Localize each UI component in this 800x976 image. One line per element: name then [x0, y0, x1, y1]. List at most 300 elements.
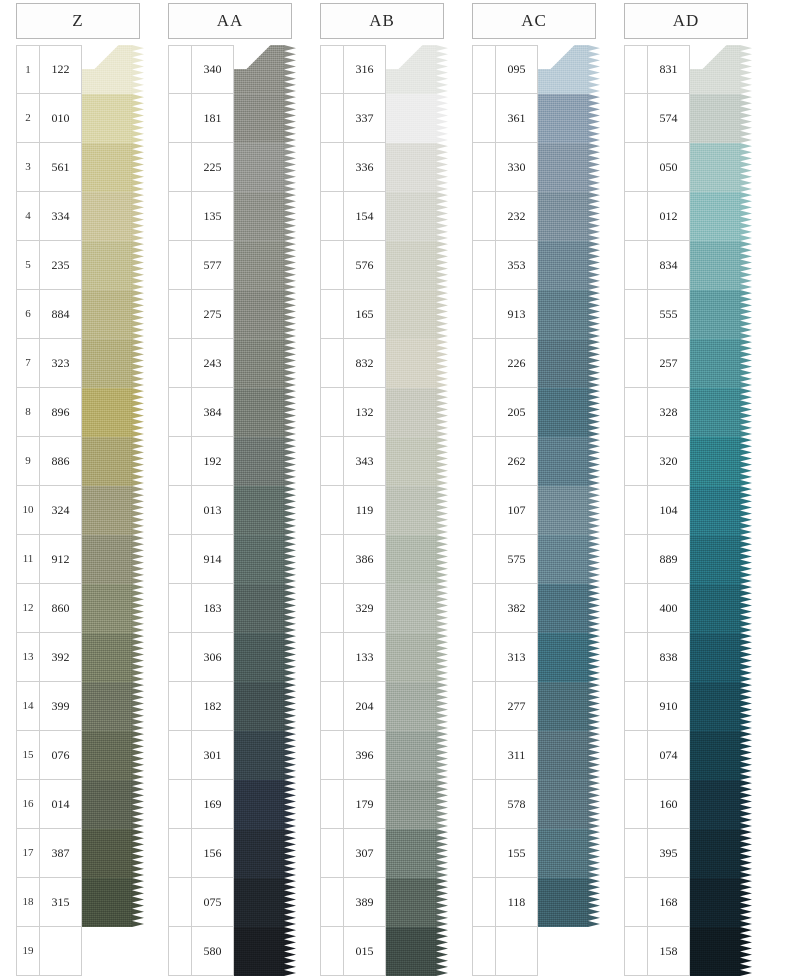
colour-code: 122 — [40, 45, 82, 94]
colour-code: 387 — [40, 829, 82, 878]
colour-code: 577 — [192, 241, 234, 290]
colour-row — [616, 290, 756, 339]
colour-row — [8, 388, 148, 437]
colour-code: 095 — [496, 45, 538, 94]
colour-code: 399 — [40, 682, 82, 731]
swatch-pinked-edge-icon — [588, 192, 600, 241]
swatch-pinked-edge-icon — [588, 437, 600, 486]
colour-swatch — [386, 633, 448, 682]
swatch-pinked-edge-icon — [740, 584, 752, 633]
swatch-pinked-edge-icon — [740, 45, 752, 94]
swatch-pinked-edge-icon — [588, 339, 600, 388]
row-index — [472, 45, 496, 94]
colour-row — [616, 633, 756, 682]
colour-row — [464, 927, 604, 976]
swatch-fill — [386, 143, 436, 192]
colour-row — [464, 682, 604, 731]
swatch-fill — [234, 339, 284, 388]
row-index — [320, 437, 344, 486]
row-index: 15 — [16, 731, 40, 780]
colour-swatch — [234, 731, 296, 780]
swatch-fill — [538, 437, 588, 486]
colour-row — [616, 486, 756, 535]
swatch-fill — [690, 290, 740, 339]
colour-row — [8, 633, 148, 682]
row-index: 19 — [16, 927, 40, 976]
colour-swatch — [82, 584, 144, 633]
swatch-fill — [234, 584, 284, 633]
swatch-pinked-edge-icon — [588, 584, 600, 633]
colour-code: 232 — [496, 192, 538, 241]
colour-code: 382 — [496, 584, 538, 633]
colour-swatch — [538, 780, 600, 829]
colour-swatch — [386, 45, 448, 94]
colour-code: 156 — [192, 829, 234, 878]
colour-row — [616, 682, 756, 731]
colour-row — [160, 45, 300, 94]
swatch-fill — [234, 829, 284, 878]
colour-row — [8, 486, 148, 535]
colour-code: 886 — [40, 437, 82, 486]
row-index — [168, 143, 192, 192]
colour-code: 160 — [648, 780, 690, 829]
colour-code: 555 — [648, 290, 690, 339]
colour-code: 323 — [40, 339, 82, 388]
swatch-fill — [386, 878, 436, 927]
colour-code: 155 — [496, 829, 538, 878]
row-index — [168, 290, 192, 339]
colour-swatch — [234, 682, 296, 731]
swatch-fill — [538, 633, 588, 682]
colour-code: 575 — [496, 535, 538, 584]
swatch-pinked-edge-icon — [132, 731, 144, 780]
swatch-fill — [386, 486, 436, 535]
swatch-pinked-edge-icon — [740, 829, 752, 878]
colour-code: 135 — [192, 192, 234, 241]
colour-row — [616, 584, 756, 633]
colour-row — [8, 829, 148, 878]
colour-row — [616, 437, 756, 486]
colour-code: 107 — [496, 486, 538, 535]
row-index — [168, 388, 192, 437]
colour-row — [464, 878, 604, 927]
colour-row — [160, 731, 300, 780]
swatch-pinked-edge-icon — [740, 927, 752, 976]
swatch-pinked-edge-icon — [588, 682, 600, 731]
swatch-pinked-edge-icon — [132, 829, 144, 878]
swatch-pinked-edge-icon — [436, 829, 448, 878]
colour-row — [312, 780, 452, 829]
column-header: AB — [320, 3, 444, 39]
row-index — [320, 927, 344, 976]
row-index — [624, 388, 648, 437]
swatch-fill — [538, 388, 588, 437]
colour-code: 183 — [192, 584, 234, 633]
row-index — [320, 486, 344, 535]
colour-swatch — [234, 486, 296, 535]
swatch-pinked-edge-icon — [740, 437, 752, 486]
colour-code: 578 — [496, 780, 538, 829]
swatch-fill — [82, 94, 132, 143]
swatch-fill — [82, 584, 132, 633]
row-index — [624, 829, 648, 878]
swatch-fill — [690, 192, 740, 241]
colour-swatch — [82, 143, 144, 192]
row-index — [624, 682, 648, 731]
colour-code: 580 — [192, 927, 234, 976]
swatch-pinked-edge-icon — [284, 878, 296, 927]
row-index — [168, 437, 192, 486]
colour-swatch — [538, 94, 600, 143]
colour-swatch — [386, 437, 448, 486]
colour-row — [312, 437, 452, 486]
colour-swatch — [690, 241, 752, 290]
colour-row — [464, 94, 604, 143]
colour-code: 074 — [648, 731, 690, 780]
row-index — [168, 633, 192, 682]
colour-swatch — [386, 584, 448, 633]
swatch-pinked-edge-icon — [284, 143, 296, 192]
colour-swatch — [690, 682, 752, 731]
colour-row — [160, 437, 300, 486]
swatch-pinked-edge-icon — [588, 633, 600, 682]
row-index — [624, 192, 648, 241]
swatch-fill — [690, 388, 740, 437]
colour-code: 389 — [344, 878, 386, 927]
colour-code: 306 — [192, 633, 234, 682]
colour-row — [312, 241, 452, 290]
colour-row — [312, 339, 452, 388]
colour-swatch — [234, 878, 296, 927]
colour-row — [160, 584, 300, 633]
colour-code: 076 — [40, 731, 82, 780]
row-index: 18 — [16, 878, 40, 927]
row-index — [472, 584, 496, 633]
swatch-pinked-edge-icon — [132, 94, 144, 143]
colour-swatch — [82, 45, 144, 94]
swatch-pinked-edge-icon — [436, 94, 448, 143]
colour-swatch — [386, 143, 448, 192]
swatch-pinked-edge-icon — [588, 780, 600, 829]
swatch-fill — [82, 731, 132, 780]
colour-code: 395 — [648, 829, 690, 878]
colour-code: 192 — [192, 437, 234, 486]
swatch-fill — [690, 780, 740, 829]
row-index — [320, 339, 344, 388]
row-index — [624, 241, 648, 290]
swatch-pinked-edge-icon — [740, 339, 752, 388]
colour-code: 334 — [40, 192, 82, 241]
swatch-fill — [234, 143, 284, 192]
swatch-pinked-edge-icon — [284, 633, 296, 682]
row-index — [472, 94, 496, 143]
swatch-fill — [690, 437, 740, 486]
colour-row — [312, 829, 452, 878]
colour-code: 896 — [40, 388, 82, 437]
colour-row — [616, 535, 756, 584]
swatch-fill — [690, 633, 740, 682]
colour-row — [160, 682, 300, 731]
colour-swatch — [386, 192, 448, 241]
swatch-pinked-edge-icon — [740, 143, 752, 192]
swatch-fill — [386, 829, 436, 878]
colour-swatch — [386, 94, 448, 143]
swatch-fill — [386, 731, 436, 780]
swatch-pinked-edge-icon — [740, 241, 752, 290]
colour-row — [616, 878, 756, 927]
colour-code: 316 — [344, 45, 386, 94]
swatch-pinked-edge-icon — [436, 45, 448, 94]
swatch-pinked-edge-icon — [740, 633, 752, 682]
swatch-pinked-edge-icon — [132, 290, 144, 339]
swatch-fill — [234, 731, 284, 780]
colour-code: 050 — [648, 143, 690, 192]
colour-swatch — [386, 388, 448, 437]
swatch-fill — [538, 878, 588, 927]
swatch-fill — [386, 780, 436, 829]
row-index — [320, 584, 344, 633]
colour-row — [464, 192, 604, 241]
colour-swatch — [538, 633, 600, 682]
swatch-fill — [82, 682, 132, 731]
swatch-fill — [538, 682, 588, 731]
colour-row — [160, 486, 300, 535]
swatch-fill — [82, 192, 132, 241]
row-index: 17 — [16, 829, 40, 878]
swatch-fill — [386, 535, 436, 584]
swatch-fill — [690, 143, 740, 192]
colour-row — [312, 584, 452, 633]
colour-row — [464, 486, 604, 535]
colour-code: 132 — [344, 388, 386, 437]
colour-row — [464, 45, 604, 94]
row-index: 5 — [16, 241, 40, 290]
colour-swatch — [82, 388, 144, 437]
colour-row — [160, 339, 300, 388]
row-index — [320, 682, 344, 731]
colour-row — [8, 682, 148, 731]
colour-code: 340 — [192, 45, 234, 94]
swatch-fill — [82, 878, 132, 927]
colour-swatch — [690, 437, 752, 486]
colour-code: 257 — [648, 339, 690, 388]
colour-swatch — [386, 829, 448, 878]
colour-code — [40, 927, 82, 976]
colour-swatch — [82, 731, 144, 780]
swatch-pinked-edge-icon — [132, 339, 144, 388]
swatch-pinked-edge-icon — [284, 682, 296, 731]
colour-row — [312, 878, 452, 927]
colour-code: 168 — [648, 878, 690, 927]
colour-row — [160, 829, 300, 878]
colour-row — [616, 780, 756, 829]
swatch-fill — [538, 241, 588, 290]
colour-row — [160, 94, 300, 143]
swatch-fill — [538, 535, 588, 584]
row-index — [320, 535, 344, 584]
colour-code: 133 — [344, 633, 386, 682]
swatch-fill — [690, 878, 740, 927]
swatch-fill — [386, 94, 436, 143]
swatch-fill — [386, 45, 436, 94]
swatch-pinked-edge-icon — [436, 927, 448, 976]
row-index — [472, 535, 496, 584]
colour-swatch — [82, 94, 144, 143]
colour-swatch — [690, 94, 752, 143]
row-index — [320, 290, 344, 339]
colour-row — [464, 437, 604, 486]
row-index — [168, 45, 192, 94]
colour-code: 205 — [496, 388, 538, 437]
colour-swatch — [386, 682, 448, 731]
colour-row — [160, 143, 300, 192]
swatch-pinked-edge-icon — [436, 535, 448, 584]
colour-code: 225 — [192, 143, 234, 192]
swatch-pinked-edge-icon — [132, 241, 144, 290]
swatch-fill — [82, 927, 132, 976]
swatch-pinked-edge-icon — [284, 731, 296, 780]
row-index: 7 — [16, 339, 40, 388]
colour-code: 320 — [648, 437, 690, 486]
swatch-pinked-edge-icon — [132, 192, 144, 241]
swatch-pinked-edge-icon — [436, 682, 448, 731]
colour-swatch — [690, 584, 752, 633]
row-index — [472, 878, 496, 927]
swatch-pinked-edge-icon — [132, 388, 144, 437]
colour-row — [160, 780, 300, 829]
colour-swatch — [690, 486, 752, 535]
row-index — [472, 780, 496, 829]
colour-column-ad — [616, 0, 756, 958]
swatch-fill — [538, 94, 588, 143]
row-index — [624, 927, 648, 976]
row-index: 16 — [16, 780, 40, 829]
colour-swatch — [386, 927, 448, 976]
colour-code: 015 — [344, 927, 386, 976]
colour-row — [616, 731, 756, 780]
row-index — [168, 584, 192, 633]
row-index: 11 — [16, 535, 40, 584]
colour-code: 838 — [648, 633, 690, 682]
colour-swatch — [690, 290, 752, 339]
row-index — [624, 633, 648, 682]
swatch-fill — [690, 94, 740, 143]
colour-code: 104 — [648, 486, 690, 535]
row-index — [472, 192, 496, 241]
row-index — [168, 878, 192, 927]
row-index: 13 — [16, 633, 40, 682]
row-index — [320, 731, 344, 780]
row-index — [320, 241, 344, 290]
swatch-fill — [538, 339, 588, 388]
swatch-fill — [538, 192, 588, 241]
colour-code: 386 — [344, 535, 386, 584]
swatch-fill — [538, 45, 588, 94]
colour-row — [464, 339, 604, 388]
colour-code: 235 — [40, 241, 82, 290]
colour-swatch — [82, 339, 144, 388]
colour-swatch — [690, 878, 752, 927]
colour-code: 119 — [344, 486, 386, 535]
colour-code: 912 — [40, 535, 82, 584]
colour-code: 313 — [496, 633, 538, 682]
column-header: Z — [16, 3, 140, 39]
colour-code: 353 — [496, 241, 538, 290]
colour-swatch — [234, 192, 296, 241]
swatch-pinked-edge-icon — [284, 45, 296, 94]
colour-row-list — [8, 45, 148, 976]
colour-row — [312, 192, 452, 241]
swatch-pinked-edge-icon — [588, 486, 600, 535]
row-index: 12 — [16, 584, 40, 633]
colour-swatch — [690, 388, 752, 437]
row-index — [472, 388, 496, 437]
colour-code: 154 — [344, 192, 386, 241]
colour-row — [160, 535, 300, 584]
swatch-pinked-edge-icon — [132, 584, 144, 633]
colour-swatch — [82, 829, 144, 878]
colour-swatch — [234, 339, 296, 388]
colour-column-z — [8, 0, 148, 957]
colour-row — [8, 535, 148, 584]
colour-code: 328 — [648, 388, 690, 437]
row-index: 8 — [16, 388, 40, 437]
colour-code: 075 — [192, 878, 234, 927]
colour-row — [8, 878, 148, 927]
row-index — [624, 143, 648, 192]
swatch-fill — [690, 731, 740, 780]
row-index — [624, 780, 648, 829]
colour-code: 262 — [496, 437, 538, 486]
swatch-fill — [538, 584, 588, 633]
colour-code — [496, 927, 538, 976]
colour-row — [160, 192, 300, 241]
colour-code: 165 — [344, 290, 386, 339]
colour-row — [8, 780, 148, 829]
colour-code: 277 — [496, 682, 538, 731]
row-index: 2 — [16, 94, 40, 143]
swatch-fill — [538, 780, 588, 829]
colour-row — [8, 94, 148, 143]
row-index: 9 — [16, 437, 40, 486]
row-index — [624, 290, 648, 339]
colour-swatch — [386, 780, 448, 829]
swatch-pinked-edge-icon — [436, 290, 448, 339]
colour-code: 169 — [192, 780, 234, 829]
colour-row — [616, 829, 756, 878]
swatch-fill — [386, 192, 436, 241]
swatch-pinked-edge-icon — [132, 45, 144, 94]
swatch-fill — [386, 290, 436, 339]
colour-swatch — [234, 94, 296, 143]
swatch-fill — [690, 535, 740, 584]
colour-swatch — [386, 339, 448, 388]
swatch-fill — [82, 290, 132, 339]
swatch-fill — [234, 45, 284, 94]
swatch-fill — [234, 437, 284, 486]
colour-swatch — [386, 878, 448, 927]
swatch-fill — [234, 535, 284, 584]
row-index — [168, 241, 192, 290]
colour-swatch — [386, 241, 448, 290]
swatch-pinked-edge-icon — [436, 339, 448, 388]
colour-swatch — [538, 486, 600, 535]
swatch-pinked-edge-icon — [132, 143, 144, 192]
swatch-pinked-edge-icon — [132, 927, 144, 976]
row-index — [472, 143, 496, 192]
colour-code: 914 — [192, 535, 234, 584]
colour-swatch — [82, 535, 144, 584]
